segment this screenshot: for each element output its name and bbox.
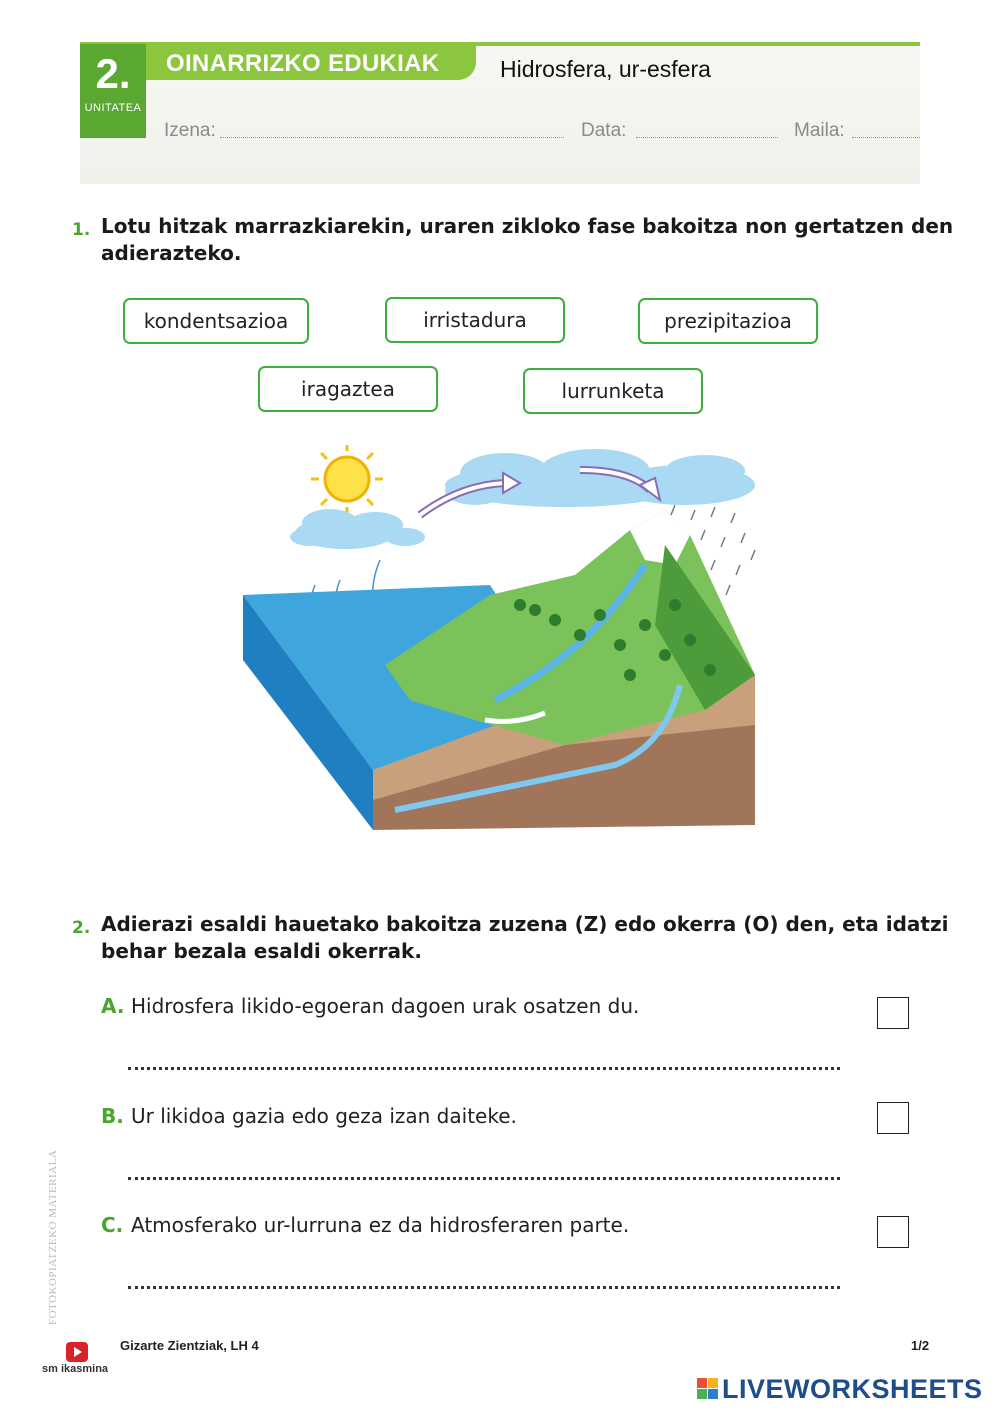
name-input-line[interactable] xyxy=(220,137,564,138)
question-2-line-1: Adierazi esaldi hauetako bakoitza zuzena (Z) edo okerra (O) den, eta idatzi xyxy=(101,912,949,936)
word-box-prezipitazioa[interactable]: prezipitazioa xyxy=(638,298,818,344)
cloud-left xyxy=(290,509,425,549)
statement-a-answer-line[interactable] xyxy=(128,1055,840,1070)
statement-b-answer-line[interactable] xyxy=(128,1165,840,1180)
statement-a-text: Hidrosfera likido-egoeran dagoen urak osatzen du. xyxy=(131,994,640,1018)
statement-b-checkbox[interactable] xyxy=(877,1102,909,1134)
sun-icon xyxy=(311,445,383,515)
date-label: Data: xyxy=(581,120,627,141)
unit-badge xyxy=(80,44,146,138)
word-box-kondentsazioa[interactable]: kondentsazioa xyxy=(123,298,309,344)
unit-number: 2. xyxy=(95,50,131,97)
water-cycle-illustration xyxy=(235,445,775,835)
unit-label: UNITATEA xyxy=(84,102,142,114)
question-1-number: 1. xyxy=(72,220,91,240)
liveworksheets-watermark[interactable]: LIVEWORKSHEETS xyxy=(722,1374,983,1404)
question-2-line-2: behar bezala esaldi okerrak. xyxy=(101,939,422,963)
side-note: FOTOKOPIATZEKO MATERIALA xyxy=(47,1149,59,1325)
word-box-lurrunketa[interactable]: lurrunketa xyxy=(523,368,703,414)
word-box-iragaztea[interactable]: iragaztea xyxy=(258,366,438,412)
footer-page-number: 1/2 xyxy=(911,1338,930,1353)
question-2-text xyxy=(101,911,948,965)
level-label: Maila: xyxy=(794,120,845,141)
statement-c-letter: C. xyxy=(101,1213,124,1237)
question-1-line-2: adierazteko. xyxy=(101,241,242,265)
word-box-irristadura[interactable]: irristadura xyxy=(385,297,565,343)
statement-c-answer-line[interactable] xyxy=(128,1274,840,1289)
level-input-line[interactable] xyxy=(852,137,920,138)
header-banner xyxy=(146,44,476,80)
question-1-text xyxy=(101,213,953,267)
statement-c-text: Atmosferako ur-lurruna ez da hidrosferaren parte. xyxy=(131,1213,630,1237)
cloud-right xyxy=(445,449,755,507)
banner-text: OINARRIZKO EDUKIAK xyxy=(166,50,440,77)
statement-b-letter: B. xyxy=(101,1104,124,1128)
publisher-name: sm ikasmina xyxy=(42,1363,109,1375)
question-2-number: 2. xyxy=(72,918,91,938)
statement-c-checkbox[interactable] xyxy=(877,1216,909,1248)
statement-a-checkbox[interactable] xyxy=(877,997,909,1029)
name-label: Izena: xyxy=(164,120,216,141)
date-input-line[interactable] xyxy=(636,137,778,138)
publisher-logo-icon xyxy=(66,1342,88,1362)
footer-subject: Gizarte Zientziak, LH 4 xyxy=(120,1338,259,1353)
statement-a-letter: A. xyxy=(101,994,125,1018)
sheet-title: Hidrosfera, ur-esfera xyxy=(500,56,711,82)
statement-b-text: Ur likidoa gazia edo geza izan daiteke. xyxy=(131,1104,517,1128)
liveworksheets-logo-icon xyxy=(697,1378,719,1400)
question-1-line-1: Lotu hitzak marrazkiarekin, uraren zikloko fase bakoitza non gertatzen den xyxy=(101,214,954,238)
